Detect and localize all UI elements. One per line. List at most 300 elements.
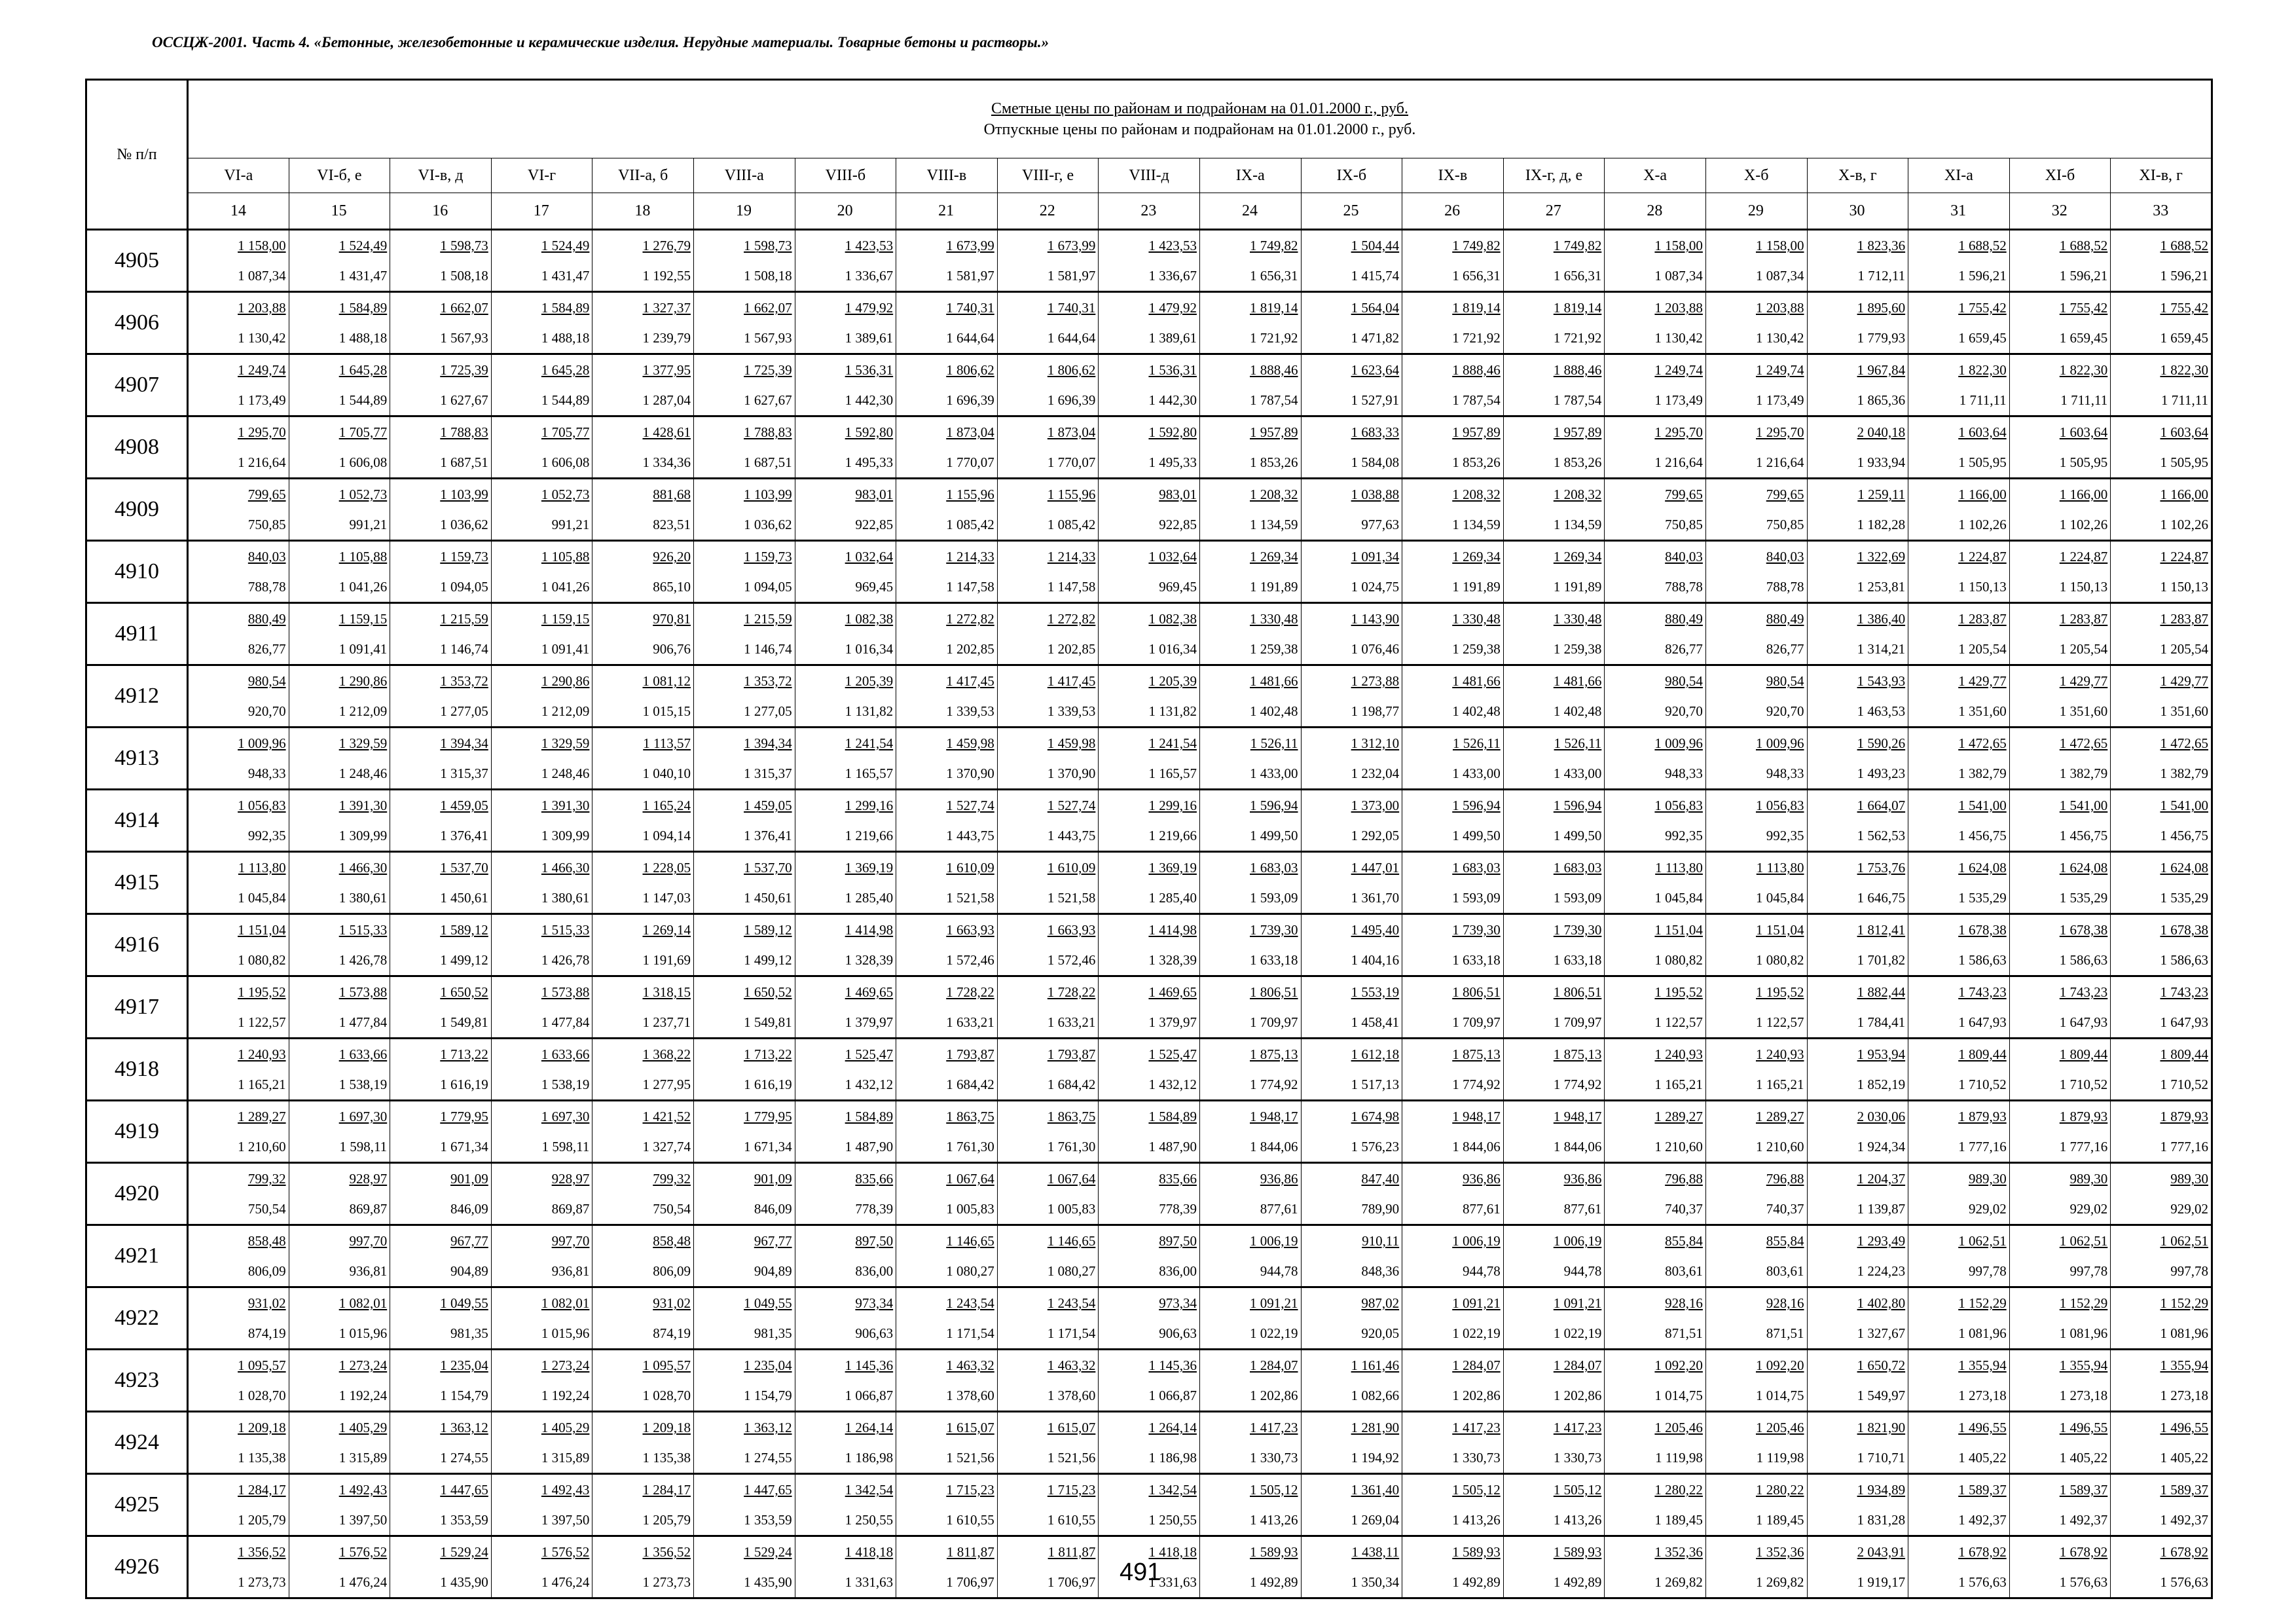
price-cell bbox=[390, 914, 492, 976]
price-cell bbox=[188, 1412, 289, 1474]
estimate-price: 1 662,07 bbox=[744, 300, 792, 316]
estimate-price: 1 615,07 bbox=[946, 1420, 994, 1435]
release-price: 1 130,42 bbox=[238, 330, 286, 346]
estimate-price: 1 524,49 bbox=[541, 238, 590, 253]
estimate-price: 1 515,33 bbox=[338, 922, 388, 938]
release-price: 1 405,22 bbox=[2160, 1450, 2208, 1466]
price-cell bbox=[1099, 1287, 1200, 1350]
price-cell bbox=[1705, 1101, 1807, 1163]
estimate-price: 1 082,38 bbox=[1148, 611, 1197, 627]
release-price: 1 147,58 bbox=[1047, 579, 1096, 595]
release-price: 1 527,91 bbox=[1351, 392, 1400, 408]
estimate-price: 897,50 bbox=[1159, 1233, 1197, 1249]
estimate-price: 1 203,88 bbox=[238, 300, 286, 316]
release-price: 1 853,26 bbox=[1452, 454, 1501, 470]
estimate-price: 1 882,44 bbox=[1857, 984, 1906, 1000]
estimate-price: 799,65 bbox=[1766, 487, 1804, 502]
estimate-price: 1 662,07 bbox=[440, 300, 488, 316]
release-price: 1 616,19 bbox=[440, 1077, 488, 1092]
table-row bbox=[86, 1350, 2212, 1412]
release-price: 1 549,81 bbox=[744, 1014, 792, 1030]
price-cell bbox=[1503, 292, 1605, 354]
release-price: 1 202,86 bbox=[1452, 1388, 1501, 1403]
estimate-price: 1 205,39 bbox=[1148, 673, 1197, 689]
estimate-price: 1 289,27 bbox=[238, 1109, 286, 1124]
estimate-price: 1 822,30 bbox=[1958, 362, 2007, 378]
table-row bbox=[86, 1412, 2212, 1474]
price-cell bbox=[1705, 1474, 1807, 1536]
estimate-price: 1 589,93 bbox=[1452, 1544, 1501, 1560]
estimate-price: 928,16 bbox=[1766, 1295, 1804, 1311]
release-price: 1 576,23 bbox=[1351, 1139, 1400, 1154]
estimate-price: 967,77 bbox=[754, 1233, 792, 1249]
price-cell bbox=[795, 1163, 896, 1225]
release-price: 1 205,54 bbox=[2160, 641, 2208, 657]
estimate-price: 840,03 bbox=[247, 549, 286, 564]
release-price: 1 165,57 bbox=[845, 766, 894, 781]
row-number: 4917 bbox=[86, 976, 188, 1039]
price-cell bbox=[693, 1101, 795, 1163]
estimate-price: 1 363,12 bbox=[744, 1420, 792, 1435]
release-price: 740,37 bbox=[1665, 1201, 1703, 1217]
release-price: 1 102,26 bbox=[1958, 517, 2007, 532]
estimate-price: 1 495,40 bbox=[1351, 922, 1400, 938]
price-cell bbox=[1503, 1350, 1605, 1412]
estimate-price: 1 284,17 bbox=[238, 1482, 286, 1498]
release-price: 1 549,97 bbox=[1857, 1388, 1906, 1403]
price-cell bbox=[1503, 1287, 1605, 1350]
estimate-price: 1 342,54 bbox=[1148, 1482, 1197, 1498]
row-number: 4910 bbox=[86, 541, 188, 603]
price-cell bbox=[997, 1225, 1099, 1287]
release-price: 1 710,52 bbox=[1958, 1077, 2007, 1092]
release-price: 1 285,40 bbox=[1148, 890, 1197, 906]
price-cell bbox=[896, 914, 998, 976]
release-price: 1 085,42 bbox=[1047, 517, 1096, 532]
estimate-price: 1 526,11 bbox=[1250, 735, 1298, 751]
estimate-price: 1 208,32 bbox=[1553, 487, 1602, 502]
price-cell bbox=[1301, 1101, 1402, 1163]
release-price: 1 505,95 bbox=[2160, 454, 2208, 470]
release-price: 1 005,83 bbox=[946, 1201, 994, 1217]
price-cell bbox=[2111, 416, 2212, 479]
release-price: 1 633,21 bbox=[946, 1014, 994, 1030]
estimate-price: 855,84 bbox=[1665, 1233, 1703, 1249]
release-price: 1 787,54 bbox=[1250, 392, 1298, 408]
release-price: 826,77 bbox=[1665, 641, 1703, 657]
estimate-price: 1 624,08 bbox=[2059, 860, 2108, 876]
estimate-price: 1 105,88 bbox=[338, 549, 388, 564]
estimate-price: 1 151,04 bbox=[1654, 922, 1703, 938]
release-price: 1 761,30 bbox=[1047, 1139, 1096, 1154]
price-cell bbox=[896, 1039, 998, 1101]
estimate-price: 1 576,52 bbox=[338, 1544, 388, 1560]
price-cell bbox=[289, 1039, 390, 1101]
estimate-price: 1 584,89 bbox=[541, 300, 590, 316]
estimate-price: 1 589,12 bbox=[440, 922, 488, 938]
price-cell bbox=[795, 665, 896, 728]
release-price: 1 191,89 bbox=[1250, 579, 1298, 595]
estimate-price: 1 330,48 bbox=[1452, 611, 1501, 627]
price-cell bbox=[390, 665, 492, 728]
price-cell bbox=[592, 541, 694, 603]
release-price: 1 259,38 bbox=[1452, 641, 1501, 657]
row-number: 4914 bbox=[86, 790, 188, 852]
estimate-price: 1 414,98 bbox=[1148, 922, 1197, 938]
table-row bbox=[86, 541, 2212, 603]
release-price: 1 189,45 bbox=[1756, 1512, 1804, 1528]
release-price: 1 186,98 bbox=[1148, 1450, 1197, 1466]
estimate-price: 1 152,29 bbox=[1958, 1295, 2007, 1311]
release-price: 788,78 bbox=[247, 579, 286, 595]
release-price: 1 182,28 bbox=[1857, 517, 1906, 532]
price-cell bbox=[390, 541, 492, 603]
release-price: 1 431,47 bbox=[338, 268, 388, 284]
price-cell bbox=[1605, 790, 1706, 852]
price-cell bbox=[592, 976, 694, 1039]
estimate-price: 1 166,00 bbox=[2059, 487, 2108, 502]
release-price: 1 277,05 bbox=[440, 703, 488, 719]
estimate-price: 997,70 bbox=[349, 1233, 388, 1249]
release-price: 929,02 bbox=[2069, 1201, 2108, 1217]
estimate-price: 1 650,52 bbox=[744, 984, 792, 1000]
price-cell bbox=[997, 1039, 1099, 1101]
estimate-price: 1 205,46 bbox=[1756, 1420, 1804, 1435]
estimate-price: 1 596,94 bbox=[1452, 798, 1501, 813]
release-price: 1 572,46 bbox=[1047, 952, 1096, 968]
estimate-price: 1 204,37 bbox=[1857, 1171, 1906, 1187]
release-price: 1 521,58 bbox=[1047, 890, 1096, 906]
estimate-price: 1 322,69 bbox=[1857, 549, 1906, 564]
release-price: 1 477,84 bbox=[338, 1014, 388, 1030]
table-row bbox=[86, 230, 2212, 292]
price-cell bbox=[289, 1101, 390, 1163]
estimate-price: 1 755,42 bbox=[2160, 300, 2208, 316]
release-price: 1 684,42 bbox=[1047, 1077, 1096, 1092]
estimate-price: 1 353,72 bbox=[440, 673, 488, 689]
price-cell bbox=[1099, 1412, 1200, 1474]
estimate-price: 1 009,96 bbox=[1654, 735, 1703, 751]
price-cell bbox=[390, 790, 492, 852]
column-number: 28 bbox=[1605, 193, 1706, 230]
estimate-price: 1 327,37 bbox=[642, 300, 691, 316]
release-price: 750,85 bbox=[1766, 517, 1804, 532]
estimate-price: 1 590,26 bbox=[1857, 735, 1906, 751]
release-price: 1 274,55 bbox=[440, 1450, 488, 1466]
estimate-price: 1 725,39 bbox=[744, 362, 792, 378]
price-cell bbox=[693, 790, 795, 852]
estimate-price: 2 040,18 bbox=[1857, 424, 1906, 440]
estimate-price: 1 705,77 bbox=[338, 424, 388, 440]
row-number: 4915 bbox=[86, 852, 188, 914]
release-price: 1 633,18 bbox=[1250, 952, 1298, 968]
price-cell bbox=[2111, 541, 2212, 603]
release-price: 1 687,51 bbox=[744, 454, 792, 470]
release-price: 977,63 bbox=[1361, 517, 1400, 532]
price-cell bbox=[1301, 1350, 1402, 1412]
price-cell bbox=[795, 230, 896, 292]
row-number: 4912 bbox=[86, 665, 188, 728]
release-price: 1 549,81 bbox=[440, 1014, 488, 1030]
release-price: 1 389,61 bbox=[1148, 330, 1197, 346]
price-cell bbox=[592, 1287, 694, 1350]
estimate-price: 1 166,00 bbox=[2160, 487, 2208, 502]
price-cell bbox=[188, 1536, 289, 1598]
price-cell bbox=[592, 479, 694, 541]
estimate-price: 1 541,00 bbox=[2059, 798, 2108, 813]
price-cell bbox=[1199, 354, 1301, 416]
row-number: 4924 bbox=[86, 1412, 188, 1474]
estimate-price: 1 418,18 bbox=[845, 1544, 894, 1560]
estimate-price: 1 369,19 bbox=[845, 860, 894, 876]
release-price: 1 659,45 bbox=[2059, 330, 2108, 346]
row-number: 4920 bbox=[86, 1163, 188, 1225]
estimate-price: 1 272,82 bbox=[1047, 611, 1096, 627]
price-cell bbox=[390, 1039, 492, 1101]
price-cell bbox=[1402, 1163, 1504, 1225]
estimate-price: 1 006,19 bbox=[1250, 1233, 1298, 1249]
column-number: 25 bbox=[1301, 193, 1402, 230]
release-price: 1 616,19 bbox=[744, 1077, 792, 1092]
price-cell bbox=[2111, 728, 2212, 790]
estimate-price: 1 228,05 bbox=[642, 860, 691, 876]
release-price: 1 327,74 bbox=[642, 1139, 691, 1154]
release-price: 1 710,52 bbox=[2160, 1077, 2208, 1092]
price-cell bbox=[188, 416, 289, 479]
price-cell bbox=[390, 728, 492, 790]
price-cell bbox=[693, 665, 795, 728]
release-price: 1 080,82 bbox=[1654, 952, 1703, 968]
estimate-price: 1 740,31 bbox=[1047, 300, 1096, 316]
price-cell bbox=[491, 914, 592, 976]
price-cell bbox=[1199, 603, 1301, 665]
release-price: 1 586,63 bbox=[2059, 952, 2108, 968]
price-cell bbox=[2009, 230, 2111, 292]
price-cell bbox=[1705, 665, 1807, 728]
estimate-price: 1 525,47 bbox=[1148, 1046, 1197, 1062]
price-cell bbox=[795, 541, 896, 603]
estimate-price: 1 492,43 bbox=[541, 1482, 590, 1498]
release-price: 1 770,07 bbox=[1047, 454, 1096, 470]
price-cell bbox=[592, 354, 694, 416]
estimate-price: 983,01 bbox=[1159, 487, 1197, 502]
price-cell bbox=[1908, 1039, 2010, 1101]
price-cell bbox=[2009, 1350, 2111, 1412]
release-price: 922,85 bbox=[855, 517, 894, 532]
estimate-price: 1 650,72 bbox=[1857, 1357, 1906, 1373]
estimate-price: 1 428,61 bbox=[642, 424, 691, 440]
estimate-price: 1 241,54 bbox=[1148, 735, 1197, 751]
price-cell bbox=[693, 479, 795, 541]
price-cell bbox=[2111, 1474, 2212, 1536]
region-header: VIII-б bbox=[795, 158, 896, 193]
release-price: 992,35 bbox=[247, 828, 286, 843]
price-cell bbox=[2009, 1412, 2111, 1474]
estimate-price: 1 159,73 bbox=[440, 549, 488, 564]
estimate-price: 1 145,36 bbox=[845, 1357, 894, 1373]
release-price: 1 505,95 bbox=[1958, 454, 2007, 470]
column-number: 19 bbox=[693, 193, 795, 230]
estimate-price: 1 806,51 bbox=[1250, 984, 1298, 1000]
release-price: 846,09 bbox=[754, 1201, 792, 1217]
price-cell bbox=[1908, 230, 2010, 292]
release-price: 1 024,75 bbox=[1351, 579, 1400, 595]
release-price: 1 684,42 bbox=[946, 1077, 994, 1092]
release-price: 1 606,08 bbox=[338, 454, 388, 470]
estimate-price: 1 809,44 bbox=[2160, 1046, 2208, 1062]
release-price: 1 433,00 bbox=[1250, 766, 1298, 781]
price-cell bbox=[289, 230, 390, 292]
estimate-price: 936,86 bbox=[1563, 1171, 1602, 1187]
release-price: 871,51 bbox=[1665, 1325, 1703, 1341]
estimate-price: 1 405,29 bbox=[541, 1420, 590, 1435]
column-number: 18 bbox=[592, 193, 694, 230]
region-header: XI-а bbox=[1908, 158, 2010, 193]
price-cell bbox=[795, 852, 896, 914]
release-price: 1 443,75 bbox=[946, 828, 994, 843]
release-price: 1 581,97 bbox=[946, 268, 994, 284]
release-price: 1 277,95 bbox=[642, 1077, 691, 1092]
estimate-price: 1 873,04 bbox=[946, 424, 994, 440]
release-price: 1 544,89 bbox=[338, 392, 388, 408]
release-price: 1 186,98 bbox=[845, 1450, 894, 1466]
estimate-price: 1 195,52 bbox=[1756, 984, 1804, 1000]
estimate-price: 1 472,65 bbox=[1958, 735, 2007, 751]
estimate-price: 1 739,30 bbox=[1553, 922, 1602, 938]
release-price: 1 627,67 bbox=[744, 392, 792, 408]
price-cell bbox=[1402, 416, 1504, 479]
estimate-price: 1 352,36 bbox=[1654, 1544, 1703, 1560]
estimate-price: 1 505,12 bbox=[1452, 1482, 1501, 1498]
price-cell bbox=[491, 728, 592, 790]
price-cell bbox=[1605, 230, 1706, 292]
price-cell bbox=[1807, 1225, 1908, 1287]
release-price: 1 269,82 bbox=[1654, 1574, 1703, 1590]
estimate-price: 897,50 bbox=[855, 1233, 894, 1249]
price-cell bbox=[1503, 790, 1605, 852]
release-price: 1 402,48 bbox=[1250, 703, 1298, 719]
estimate-price: 1 158,00 bbox=[238, 238, 286, 253]
price-cell bbox=[2111, 665, 2212, 728]
release-price: 1 094,05 bbox=[440, 579, 488, 595]
estimate-price: 1 082,01 bbox=[541, 1295, 590, 1311]
price-cell bbox=[1099, 603, 1200, 665]
release-price: 1 212,09 bbox=[541, 703, 590, 719]
release-price: 1 656,31 bbox=[1250, 268, 1298, 284]
release-price: 1 413,26 bbox=[1452, 1512, 1501, 1528]
release-price: 1 314,21 bbox=[1857, 641, 1906, 657]
estimate-price: 1 466,30 bbox=[338, 860, 388, 876]
estimate-price: 1 224,87 bbox=[1958, 549, 2007, 564]
estimate-price: 1 295,70 bbox=[1756, 424, 1804, 440]
estimate-price: 1 623,64 bbox=[1351, 362, 1400, 378]
price-cell bbox=[1402, 728, 1504, 790]
release-price: 750,85 bbox=[1665, 517, 1703, 532]
release-price: 1 596,21 bbox=[2059, 268, 2108, 284]
release-price: 803,61 bbox=[1766, 1263, 1804, 1279]
estimate-price: 1 355,94 bbox=[2059, 1357, 2108, 1373]
price-cell bbox=[1402, 1412, 1504, 1474]
price-cell bbox=[1605, 603, 1706, 665]
release-price: 1 787,54 bbox=[1452, 392, 1501, 408]
estimate-price: 1 429,77 bbox=[1958, 673, 2007, 689]
estimate-price: 1 755,42 bbox=[2059, 300, 2108, 316]
estimate-price: 1 284,07 bbox=[1250, 1357, 1298, 1373]
estimate-price: 1 092,20 bbox=[1756, 1357, 1804, 1373]
release-price: 1 505,95 bbox=[2059, 454, 2108, 470]
estimate-price: 1 447,01 bbox=[1351, 860, 1400, 876]
estimate-price: 1 082,38 bbox=[845, 611, 894, 627]
estimate-price: 1 062,51 bbox=[2160, 1233, 2208, 1249]
release-price: 1 045,84 bbox=[238, 890, 286, 906]
estimate-price: 1 823,36 bbox=[1857, 238, 1906, 253]
release-price: 789,90 bbox=[1361, 1201, 1400, 1217]
price-cell bbox=[1807, 1101, 1908, 1163]
price-cell bbox=[491, 976, 592, 1039]
release-price: 1 328,39 bbox=[1148, 952, 1197, 968]
price-cell bbox=[896, 230, 998, 292]
estimate-price: 796,88 bbox=[1665, 1171, 1703, 1187]
release-price: 1 119,98 bbox=[1655, 1450, 1703, 1466]
price-cell bbox=[2009, 728, 2111, 790]
release-price: 1 119,98 bbox=[1756, 1450, 1804, 1466]
release-price: 1 633,18 bbox=[1553, 952, 1602, 968]
price-cell bbox=[188, 230, 289, 292]
estimate-price: 1 356,52 bbox=[642, 1544, 691, 1560]
price-cell bbox=[592, 603, 694, 665]
release-price: 920,70 bbox=[247, 703, 286, 719]
column-number: 29 bbox=[1705, 193, 1807, 230]
estimate-price: 1 146,65 bbox=[1047, 1233, 1096, 1249]
estimate-price: 1 573,88 bbox=[541, 984, 590, 1000]
region-header: VIII-а bbox=[693, 158, 795, 193]
price-cell bbox=[2009, 354, 2111, 416]
release-price: 1 028,70 bbox=[642, 1388, 691, 1403]
price-cell bbox=[1199, 479, 1301, 541]
estimate-price: 1 056,83 bbox=[1654, 798, 1703, 813]
estimate-price: 1 806,51 bbox=[1553, 984, 1602, 1000]
column-number: 22 bbox=[997, 193, 1099, 230]
estimate-price: 901,09 bbox=[754, 1171, 792, 1187]
release-price: 1 146,74 bbox=[744, 641, 792, 657]
release-price: 1 353,59 bbox=[744, 1512, 792, 1528]
estimate-price: 1 612,18 bbox=[1351, 1046, 1400, 1062]
page-number: 491 bbox=[1120, 1559, 1161, 1586]
price-cell bbox=[2111, 230, 2212, 292]
release-price: 1 456,75 bbox=[2059, 828, 2108, 843]
price-cell bbox=[289, 728, 390, 790]
region-header: VI-б, е bbox=[289, 158, 390, 193]
price-cell bbox=[1705, 728, 1807, 790]
price-cell bbox=[1605, 541, 1706, 603]
release-price: 1 361,70 bbox=[1351, 890, 1400, 906]
price-cell bbox=[1605, 1163, 1706, 1225]
estimate-price: 1 589,37 bbox=[1958, 1482, 2007, 1498]
estimate-price: 1 678,38 bbox=[1958, 922, 2007, 938]
release-price: 1 016,34 bbox=[1148, 641, 1197, 657]
estimate-price: 1 283,87 bbox=[2160, 611, 2208, 627]
estimate-price: 1 592,80 bbox=[1148, 424, 1197, 440]
estimate-price: 1 592,80 bbox=[845, 424, 894, 440]
estimate-price: 1 957,89 bbox=[1553, 424, 1602, 440]
estimate-price: 799,65 bbox=[247, 487, 286, 502]
price-cell bbox=[1605, 479, 1706, 541]
price-cell bbox=[1807, 541, 1908, 603]
estimate-price: 1 329,59 bbox=[338, 735, 388, 751]
release-price: 1 154,79 bbox=[744, 1388, 792, 1403]
estimate-price: 980,54 bbox=[1665, 673, 1703, 689]
estimate-price: 1 749,82 bbox=[1553, 238, 1602, 253]
